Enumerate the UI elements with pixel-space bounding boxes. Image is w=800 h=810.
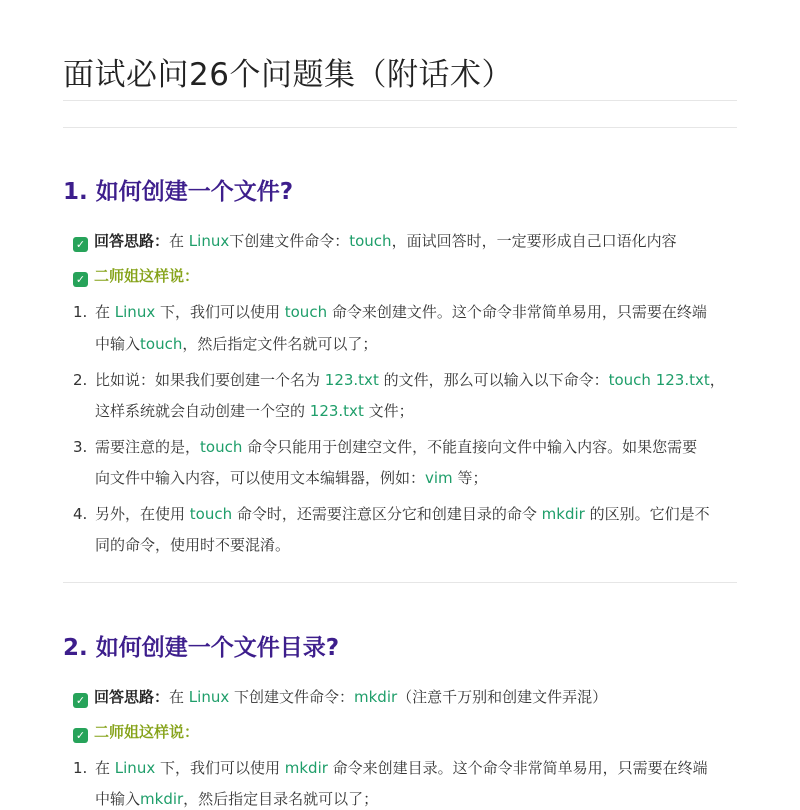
list-item: 1. 在 Linux 下，我们可以使用 touch 命令来创建文件。这个命令非常简单易用，只需要在终端	[73, 303, 707, 321]
check-square-icon: ✓	[73, 728, 88, 743]
list-item-continuation: 这样系统就会自动创建一个空的 123.txt 文件；	[95, 402, 414, 420]
list-item-continuation: 中输入touch，然后指定文件名就可以了；	[95, 335, 378, 353]
check-square-icon: ✓	[73, 272, 88, 287]
title-divider	[63, 100, 737, 101]
list-item-continuation: 同的命令，使用时不要混淆。	[95, 536, 291, 554]
section-divider	[63, 582, 737, 583]
section-1-answer: ✓ 回答思路：在 Linux下创建文件命令：touch，面试回答时，一定要形成自己口语化内容	[73, 230, 677, 252]
check-square-icon: ✓	[73, 693, 88, 708]
list-item: 2. 比如说：如果我们要创建一个名为 123.txt 的文件，那么可以输入以下命令：touch 123.txt，	[73, 371, 725, 389]
section-divider	[63, 127, 737, 128]
section-1-subheading: ✓ 二师姐这样说：	[73, 265, 199, 287]
list-item: 4. 另外，在使用 touch 命令时，还需要注意区分它和创建目录的命令 mkdir 的区别。它们是不	[73, 505, 710, 523]
list-item: 1. 在 Linux 下，我们可以使用 mkdir 命令来创建目录。这个命令非常简单易用，只需要在终端	[73, 759, 708, 777]
section-2-heading: 2. 如何创建一个文件目录?	[63, 635, 340, 661]
section-1-heading: 1. 如何创建一个文件?	[63, 179, 294, 205]
section-2-answer: ✓ 回答思路：在 Linux 下创建文件命令：mkdir（注意千万别和创建文件弄混）	[73, 686, 607, 708]
section-2-subheading: ✓ 二师姐这样说：	[73, 721, 199, 743]
list-item: 3. 需要注意的是，touch 命令只能用于创建空文件，不能直接向文件中输入内容。如果您需要	[73, 438, 698, 456]
list-item-continuation: 中输入mkdir，然后指定目录名就可以了；	[95, 790, 379, 808]
list-item-continuation: 向文件中输入内容，可以使用文本编辑器，例如：vim 等；	[95, 469, 488, 487]
check-square-icon: ✓	[73, 237, 88, 252]
page-title: 面试必问26个问题集（附话术）	[63, 57, 513, 93]
